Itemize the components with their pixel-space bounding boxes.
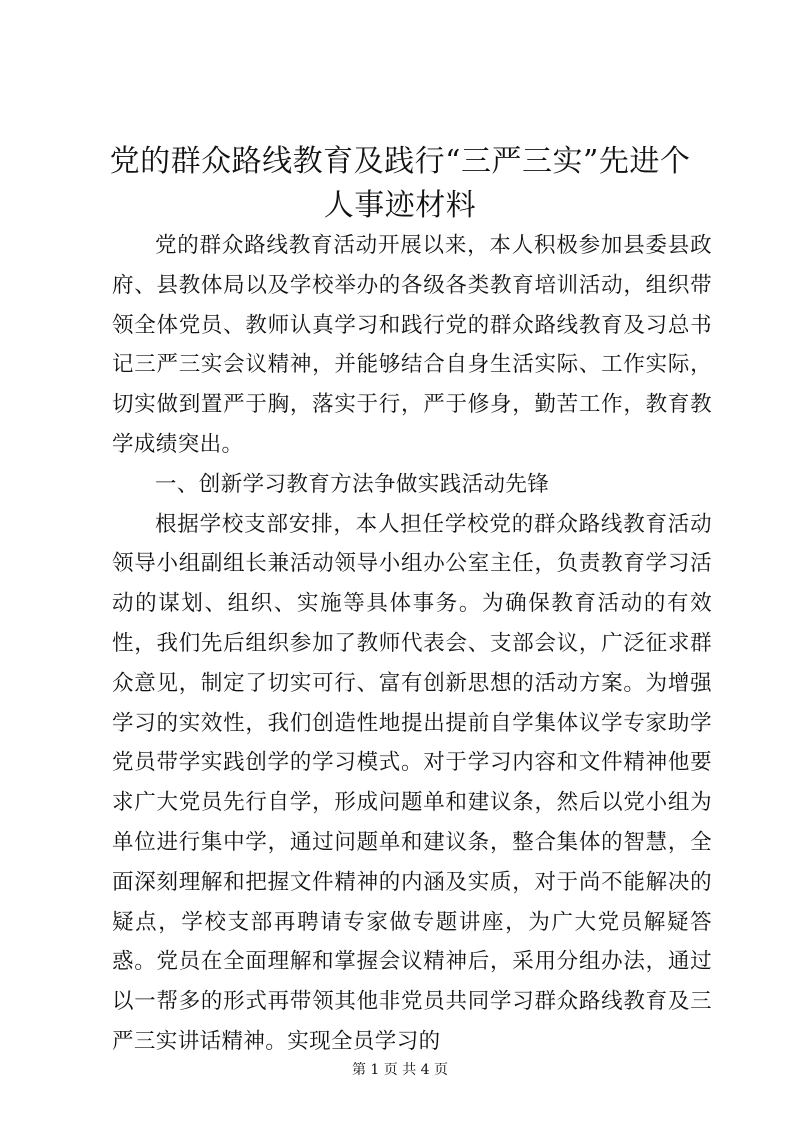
section-heading: 一、创新学习教育方法争做实践活动先锋 <box>155 471 550 497</box>
document-title: 党的群众路线教育及践行“三严三实”先进个人事迹材料 <box>109 144 691 223</box>
page-footer: 第 1 页 共 4 页 <box>351 1062 449 1078</box>
paragraph-intro: 党的群众路线教育活动开展以来，本人积极参加县委县政府、县教体局以及学校举办的各级各类教育培训活动，组织带领全体党员、教师认真学习和践行党的群众路线教育及习总书记三严三实会议精神，并能够结合自身生活实际、工作实际，切实做到置严于胸，落实于行，严于修身，勤苦工作，教育教学成绩突出。 <box>112 233 712 457</box>
paragraph-section-1: 根据学校支部安排，本人担任学校党的群众路线教育活动领导小组副组长兼活动领导小组办公室主任，负责教育学习活动的谋划、组织、实施等具体事务。为确保教育活动的有效性，我们先后组织参加了教师代表会、支部会议，广泛征求群众意见，制定了切实可行、富有创新思想的活动方案。为增强学习的实效性，我们创造性地提出提前自学集体议学专家助学党员带学实践创学的学习模式。对于学习内容和文件精神他要求广大党员先行自学，形成问题单和建议条，然后以党小组为单位进行集中学，通过问题单和建议条，整合集体的智慧，全面深刻理解和把握文件精神的内涵及实质，对于尚不能解决的疑点，学校支部再聘请专家做专题讲座，为广大党员解疑答惑。党员在全面理解和掌握会议精神后，采用分组办法，通过以一帮多的形式再带领其他非党员共同学习群众路线教育及三严三实讲话精神。实现全员学习的 <box>112 511 712 1054</box>
document-body <box>112 226 712 1062</box>
